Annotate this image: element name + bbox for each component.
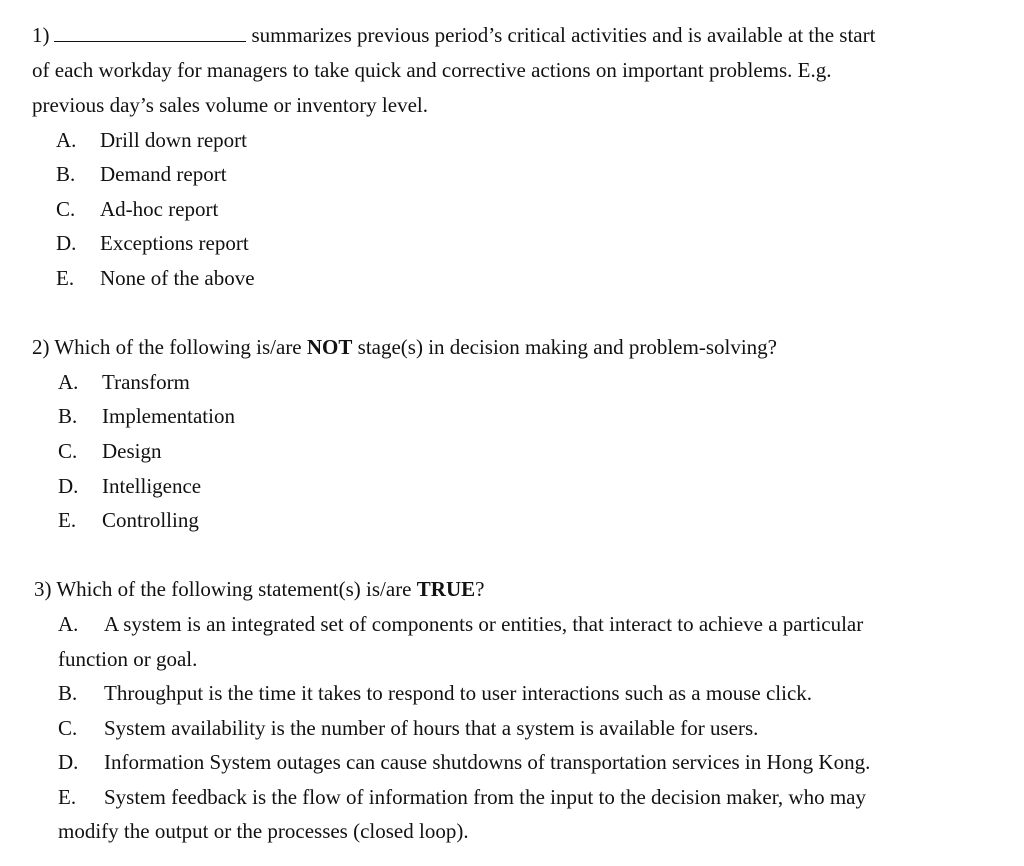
q1-option-a [56, 127, 247, 153]
option-letter: A. [56, 128, 77, 152]
q2-option-d [58, 473, 201, 499]
option-letter: C. [58, 716, 78, 740]
option-text: Demand report [100, 162, 227, 186]
option-text: Intelligence [102, 474, 202, 498]
option-text: Transform [102, 370, 190, 394]
q2-option-e [58, 507, 199, 533]
option-letter: B. [58, 404, 78, 428]
q2-option-b [58, 403, 235, 429]
q3-stem-after: ? [475, 577, 485, 601]
q3-option-d [58, 749, 870, 775]
option-text: Implementation [102, 404, 235, 428]
option-text: System availability is the number of hours that a system is available for users. [104, 716, 759, 740]
q2-stem-before: 2) Which of the following is/are [32, 335, 307, 359]
option-letter: E. [58, 508, 77, 532]
option-text: Controlling [102, 508, 199, 532]
option-letter: A. [58, 612, 79, 636]
q1-answer-blank [54, 24, 246, 42]
option-text: Throughput is the time it takes to respond to user interactions such as a mouse click. [104, 681, 813, 705]
option-letter: B. [56, 162, 76, 186]
option-text: A system is an integrated set of components or entities, that interact to achieve a particular [104, 612, 864, 636]
q3-option-a [58, 611, 863, 637]
option-letter: E. [58, 785, 77, 809]
option-text: Drill down report [100, 128, 247, 152]
option-text: System feedback is the flow of information from the input to the decision maker, who may [104, 785, 866, 809]
q1-option-d [56, 230, 249, 256]
q2-stem [32, 334, 777, 360]
q1-stem-line-2: of each workday for managers to take quick and corrective actions on important problems. E.g. [32, 58, 832, 82]
q2-option-a [58, 369, 190, 395]
option-text: Design [102, 439, 162, 463]
q3-option-c [58, 715, 758, 741]
option-letter: D. [58, 474, 79, 498]
q3-option-e-continuation: modify the output or the processes (closed loop). [58, 819, 469, 843]
option-letter: A. [58, 370, 79, 394]
q1-stem-line-3: previous day’s sales volume or inventory level. [32, 93, 428, 117]
q2-stem-emphasis: NOT [306, 335, 353, 359]
option-text: Ad-hoc report [100, 197, 219, 221]
option-text: Exceptions report [100, 231, 249, 255]
option-letter: E. [56, 266, 75, 290]
q3-option-a-continuation: function or goal. [58, 647, 198, 671]
q1-option-e [56, 265, 255, 291]
q1-stem-text: summarizes previous period’s critical activities and is available at the start [251, 23, 876, 47]
q1-option-c [56, 196, 218, 222]
q3-option-b [58, 680, 812, 706]
q2-option-c [58, 438, 162, 464]
q2-stem-after: stage(s) in decision making and problem-solving? [352, 335, 777, 359]
q3-stem [34, 576, 484, 602]
option-letter: C. [58, 439, 78, 463]
q1-option-b [56, 161, 227, 187]
option-text: None of the above [100, 266, 255, 290]
q3-stem-before: 3) Which of the following statement(s) is/are [34, 577, 417, 601]
q1-number: 1) [32, 23, 50, 47]
q1-stem-line-1 [32, 22, 875, 48]
q3-option-e [58, 784, 866, 810]
option-letter: D. [58, 750, 79, 774]
q3-stem-emphasis: TRUE [416, 577, 476, 601]
option-letter: D. [56, 231, 77, 255]
option-text: Information System outages can cause shutdowns of transportation services in Hong Kong. [104, 750, 871, 774]
option-letter: C. [56, 197, 76, 221]
option-letter: B. [58, 681, 78, 705]
